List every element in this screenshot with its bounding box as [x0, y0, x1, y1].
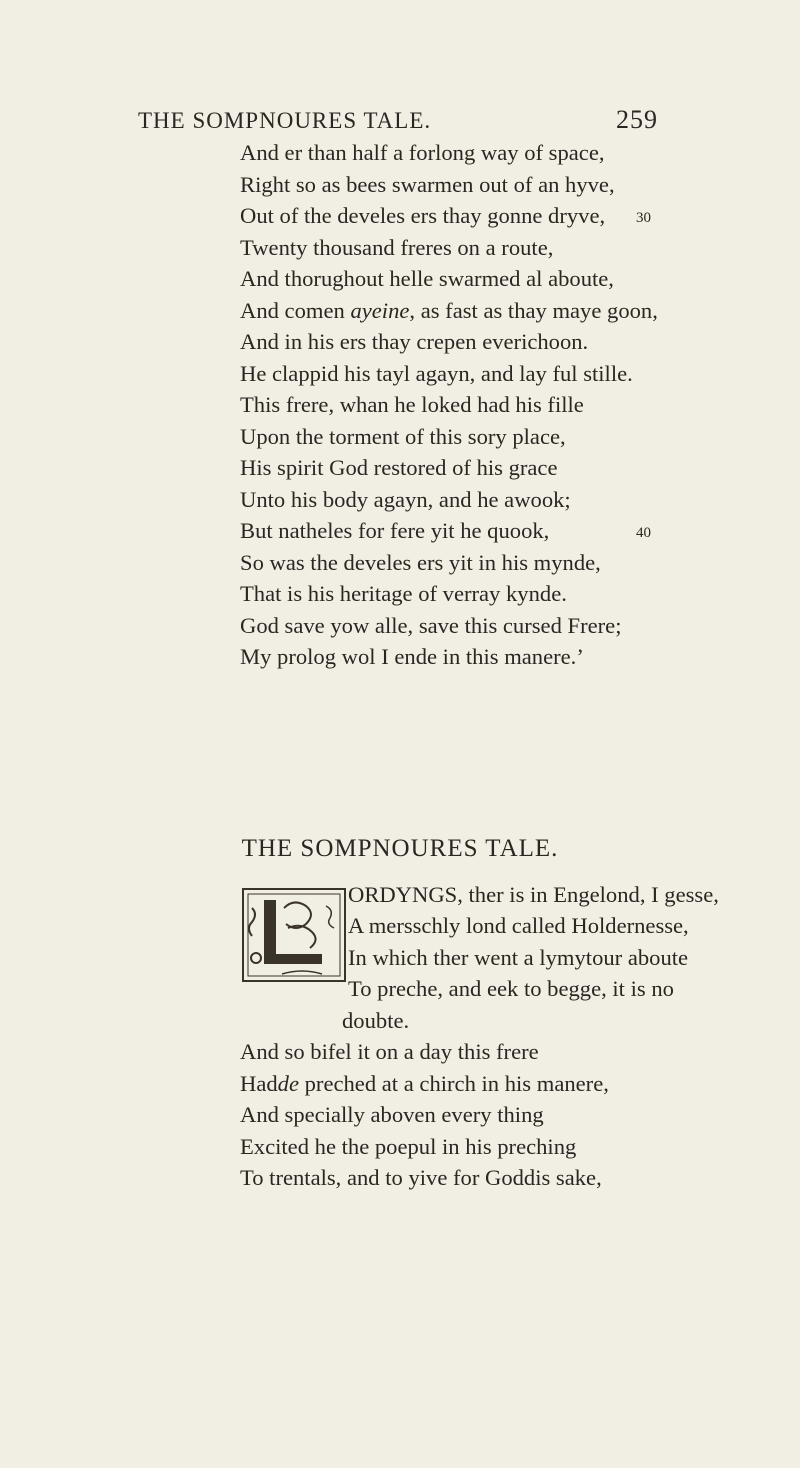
page-number: 259 — [616, 105, 658, 134]
verse-line: A mersschly lond called Holdernesse, — [348, 913, 689, 938]
verse-line: And er than half a forlong way of space, — [240, 140, 605, 165]
verse-line: And in his ers thay crepen everichoon. — [240, 329, 589, 354]
verse-line: But natheles for fere yit he quook, — [240, 518, 550, 543]
verse-line: And so bifel it on a day this frere — [240, 1039, 539, 1064]
verse-line: Twenty thousand freres on a route, — [240, 235, 554, 260]
verse-line: This frere, whan he loked had his fille — [240, 392, 584, 417]
line-number: 40 — [636, 525, 651, 541]
verse-line: Out of the develes ers thay gonne dryve, — [240, 203, 606, 228]
verse-line: Upon the torment of this sory place, — [240, 424, 566, 449]
verse-line: And specially aboven every thing — [240, 1102, 544, 1127]
verse-line — [240, 298, 658, 324]
verse-line: To trentals, and to yive for Goddis sake, — [240, 1165, 602, 1190]
ornamental-initial-L-icon — [242, 888, 346, 982]
verse-line: God save yow alle, save this cursed Frere; — [240, 613, 622, 638]
verse-line-part: And comen ayeine, as fast as thay maye goon, — [240, 298, 658, 323]
verse-line: He clappid his tayl agayn, and lay ful stille. — [240, 361, 633, 386]
verse-line: My prolog wol I ende in this manere.’ — [240, 644, 584, 669]
verse-line: ORDYNGS, ther is in Engelond, I gesse, — [348, 882, 719, 907]
running-head-title: THE SOMPNOURES TALE. — [138, 108, 432, 133]
verse-line: doubte. — [342, 1008, 410, 1033]
verse-line: So was the develes ers yit in his mynde, — [240, 550, 601, 575]
verse-line: Excited he the poepul in his preching — [240, 1134, 577, 1159]
verse-line: To preche, and eek to begge, it is no — [348, 976, 674, 1001]
line-number: 30 — [636, 210, 651, 226]
verse-line: His spirit God restored of his grace — [240, 455, 558, 480]
verse-line: Right so as bees swarmen out of an hyve, — [240, 172, 615, 197]
tale-title: THE SOMPNOURES TALE. — [241, 835, 559, 862]
verse-line: That is his heritage of verray kynde. — [240, 581, 567, 606]
verse-line: In which ther went a lymytour aboute — [348, 945, 689, 970]
verse-line: Hadde preched at a chirch in his manere, — [240, 1071, 609, 1096]
verse-line: And thorughout helle swarmed al aboute, — [240, 266, 614, 291]
verse-line: Unto his body agayn, and he awook; — [240, 487, 571, 512]
